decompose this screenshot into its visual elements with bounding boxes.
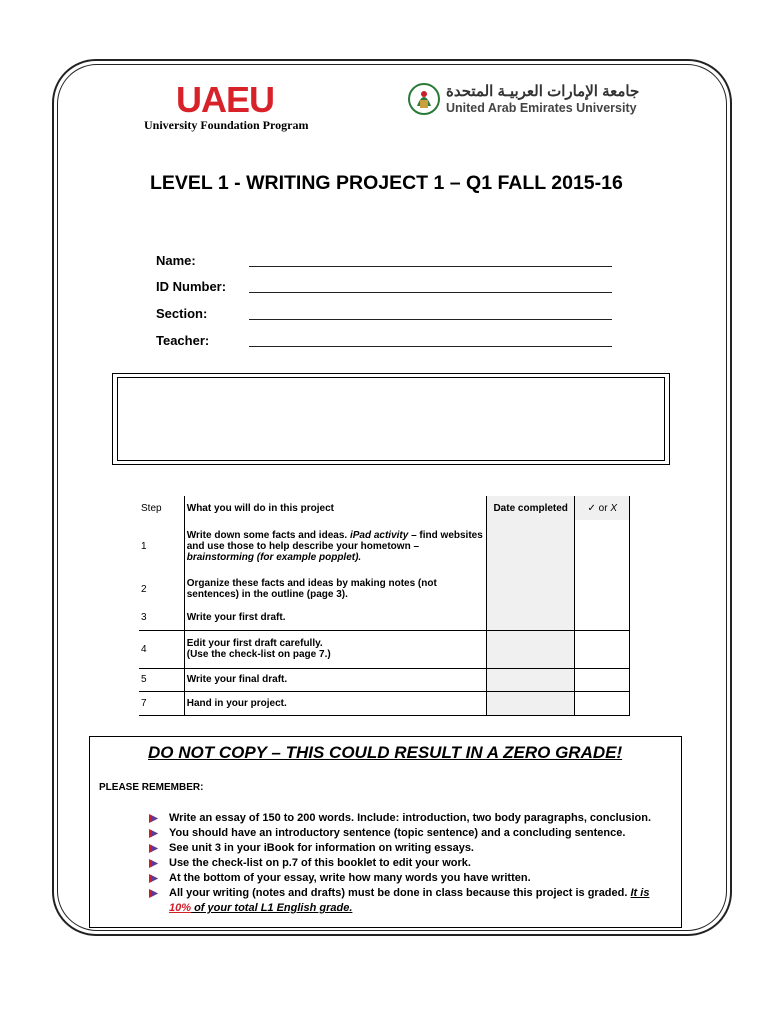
- section-label: Section:: [156, 306, 208, 321]
- list-item: [149, 886, 651, 916]
- row-1-text: [184, 520, 486, 572]
- row-2-date[interactable]: [486, 572, 575, 606]
- blank-box-inner: [117, 377, 665, 461]
- reminder-text: You should have an introductory sentence (topic sentence) and a concluding sentence.: [169, 827, 626, 839]
- row-3-tick[interactable]: [575, 606, 630, 630]
- header-date: Date completed: [486, 496, 575, 520]
- row-1-text-c: – find websites and use those to help describe your hometown –: [186, 529, 483, 552]
- it-is-text: It is: [630, 887, 650, 899]
- university-crest-icon: [407, 82, 441, 116]
- row-4-line-1: Edit your first draft carefully.: [186, 638, 323, 649]
- arrow-bullet-icon: [149, 859, 158, 868]
- row-3-text: Write your first draft.: [184, 606, 486, 630]
- section-line[interactable]: [249, 305, 612, 320]
- reminder-text: At the bottom of your essay, write how many words you have written.: [169, 872, 531, 884]
- university-name-english: United Arab Emirates University: [446, 101, 637, 115]
- program-name: University Foundation Program: [144, 118, 309, 132]
- row-1-date[interactable]: [486, 520, 575, 572]
- university-name-arabic: جامعة الإمارات العربيـة المتحدة: [446, 83, 640, 100]
- row-7-tick[interactable]: [575, 691, 630, 715]
- reminder-text: All your writing (notes and drafts) must be done in class because this project is graded.: [169, 887, 631, 899]
- row-4-date[interactable]: [486, 630, 575, 668]
- arrow-bullet-icon: [149, 814, 158, 823]
- reminder-text: Write an essay of 150 to 200 words. Include: introduction, two body paragraphs, conclusion.: [169, 812, 652, 824]
- row-2-step: 2: [139, 572, 184, 606]
- row-5-date[interactable]: [486, 668, 575, 691]
- uaeu-logo: UAEU: [176, 79, 275, 120]
- id-number-label: ID Number:: [156, 279, 227, 294]
- row-4-line-2: (Use the check-list on page 7.): [186, 649, 331, 660]
- table-row: [139, 520, 630, 572]
- row-7-date[interactable]: [486, 691, 575, 715]
- name-label: Name:: [156, 253, 196, 268]
- check-mark-icon: ✓: [587, 502, 596, 514]
- arrow-bullet-icon: [149, 889, 158, 898]
- list-item: [149, 856, 651, 871]
- teacher-label: Teacher:: [156, 333, 210, 348]
- list-item: [149, 826, 651, 841]
- row-1-step: 1: [139, 520, 184, 572]
- please-remember-label: PLEASE REMEMBER:: [99, 782, 204, 793]
- reminder-text: See unit 3 in your iBook for information on writing essays.: [169, 842, 474, 854]
- table-row: [139, 606, 630, 630]
- row-5-tick[interactable]: [575, 668, 630, 691]
- list-item: [149, 811, 651, 826]
- header-tick: [575, 496, 630, 520]
- reminder-text: Use the check-list on p.7 of this booklet to edit your work.: [169, 857, 471, 869]
- teacher-line[interactable]: [249, 332, 612, 347]
- row-2-text: Organize these facts and ideas by making notes (not sentences) in the outline (page 3).: [184, 572, 486, 606]
- row-1-text-b: iPad activity: [349, 529, 409, 541]
- list-item: [149, 871, 651, 886]
- row-2-tick[interactable]: [575, 572, 630, 606]
- notice-title: DO NOT COPY – THIS COULD RESULT IN A ZERO GRADE!: [148, 743, 623, 762]
- row-5-text: Write your final draft.: [184, 668, 486, 691]
- header-tick-or: or: [595, 502, 611, 514]
- header-what: What you will do in this project: [184, 496, 486, 520]
- header-tick-x: X: [610, 502, 617, 514]
- row-1-text-d: brainstorming (for example popplet).: [186, 551, 362, 563]
- row-1-tick[interactable]: [575, 520, 630, 572]
- list-item: [149, 841, 651, 856]
- name-line[interactable]: [249, 252, 612, 267]
- id-number-line[interactable]: [249, 278, 612, 293]
- row-4-text: [184, 630, 486, 668]
- row-3-step: 3: [139, 606, 184, 630]
- steps-table: [139, 496, 630, 716]
- table-row: [139, 572, 630, 606]
- header-step: Step: [139, 496, 184, 520]
- row-7-text: Hand in your project.: [184, 691, 486, 715]
- grade-rest: of your total L1 English grade.: [191, 902, 353, 914]
- table-header-row: [139, 496, 630, 520]
- table-row: [139, 668, 630, 691]
- table-row: [139, 691, 630, 715]
- row-7-step: 7: [139, 691, 184, 715]
- row-3-date[interactable]: [486, 606, 575, 630]
- row-4-step: 4: [139, 630, 184, 668]
- arrow-bullet-icon: [149, 874, 158, 883]
- row-4-tick[interactable]: [575, 630, 630, 668]
- grade-percent: 10%: [169, 902, 192, 914]
- document-title: LEVEL 1 - WRITING PROJECT 1 – Q1 FALL 2015-16: [150, 172, 623, 194]
- table-row: [139, 630, 630, 668]
- row-5-step: 5: [139, 668, 184, 691]
- row-1-text-a: Write down some facts and ideas.: [186, 529, 350, 541]
- arrow-bullet-icon: [149, 844, 158, 853]
- reminder-list: [149, 811, 651, 916]
- arrow-bullet-icon: [149, 829, 158, 838]
